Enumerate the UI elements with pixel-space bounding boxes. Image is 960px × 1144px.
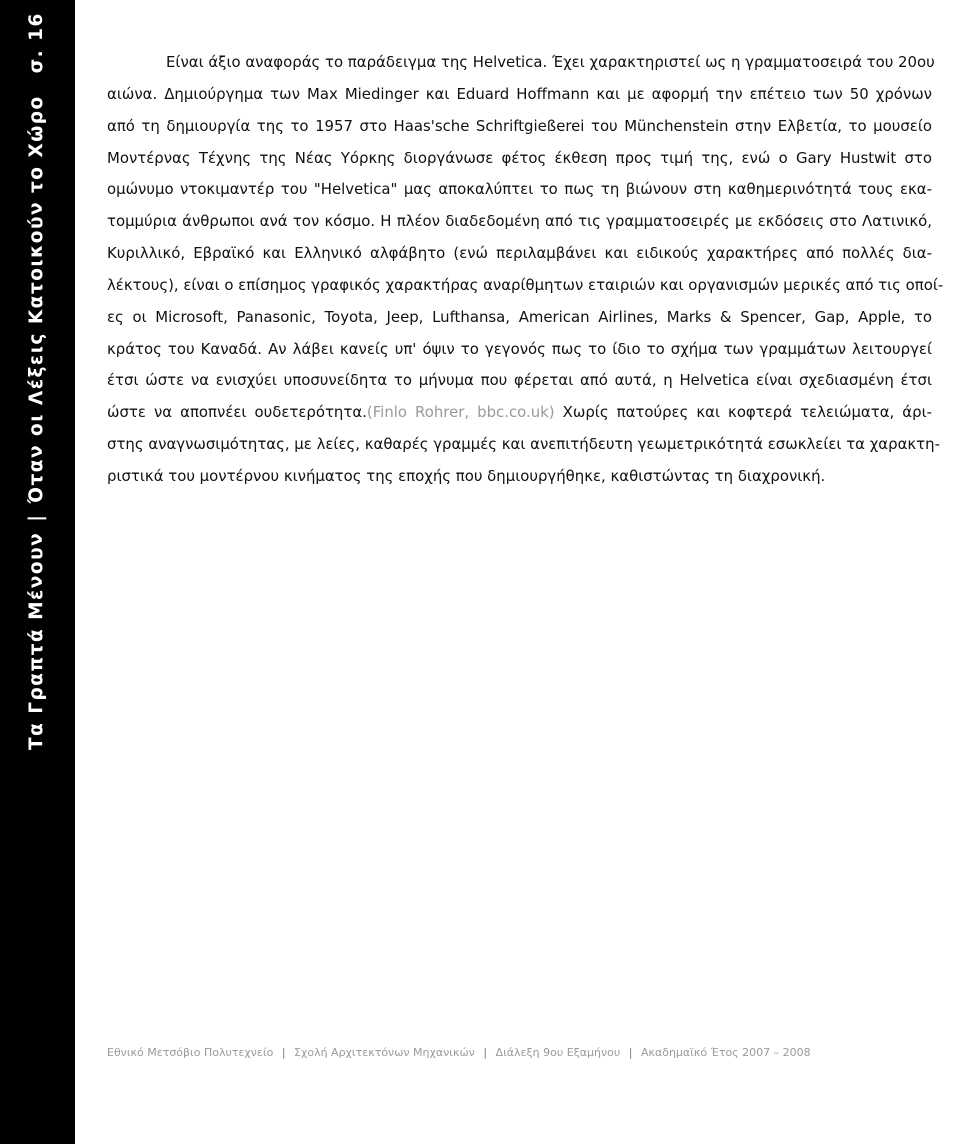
text-line: αιώνα. Δημιούργημα των Max Miedinger και Eduard Hoffmann και με αφορμή την επέτειο των 50 χρόνων [107, 84, 932, 103]
text-line: ομώνυμο ντοκιμαντέρ του "Helvetica" μας αποκαλύπτει το πως τη βιώνουν στη καθημερινότητά τους εκα- [107, 180, 932, 199]
text-line: τομμύρια άνθρωποι ανά τον κόσμο. Η πλέον διαδεδομένη από τις γραμματοσειρές με εκδόσεις στο Λατινικό, [107, 212, 932, 231]
side-title-main: Τα Γραπτά Μένουν [26, 531, 47, 750]
text-line: ες οι Microsoft, Panasonic, Toyota, Jeep, Lufthansa, American Airlines, Marks & Spencer, Gap, Apple, το [107, 307, 932, 326]
side-title-band [0, 0, 75, 1144]
page-number: σ. 16 [26, 12, 47, 74]
side-title [23, 12, 51, 750]
text-line: κράτος του Καναδά. Αν λάβει κανείς υπ' όψιν το γεγονός πως το ίδιο το σχήμα των γραμμάτων λειτουργεί [107, 339, 932, 358]
text-line: Είναι άξιο αναφοράς το παράδειγμα της Helvetica. Έχει χαρακτηριστεί ως η γραμματοσειρά του 20ου [166, 53, 935, 71]
text-line: από τη δημιουργία της το 1957 στο Haas'sche Schriftgießerei του Münchenstein στην Ελβετία, το μουσείο [107, 116, 932, 135]
text-line-with-citation [107, 397, 932, 429]
footer-separator: | [483, 1046, 488, 1059]
citation: (Finlo Rohrer, bbc.co.uk) [366, 403, 555, 422]
text-line: ριστικά του μοντέρνου κινήματος της εποχής που δημιουργήθηκε, καθιστώντας τη διαχρονική. [107, 466, 826, 485]
footer-separator: | [281, 1046, 286, 1059]
text-line: Κυριλλικό, Εβραϊκό και Ελληνικό αλφάβητο (ενώ περιλαμβάνει και ειδικούς χαρακτήρες από πολλές δια- [107, 244, 932, 263]
page-footer [107, 1046, 811, 1059]
text-line: Μοντέρνας Τέχνης της Νέας Υόρκης διοργάνωσε φέτος έκθεση προς τιμή της, ενώ ο Gary Hustwit στο [107, 148, 932, 167]
footer-academic-year: Ακαδημαϊκό Έτος 2007 – 2008 [640, 1046, 811, 1059]
citation-line-suffix: Χωρίς πατούρες και κοφτερά τελειώματα, άρι- [554, 403, 932, 422]
footer-lecture: Διάλεξη 9ου Εξαμήνου [495, 1046, 621, 1059]
footer-university: Εθνικό Μετσόβιο Πολυτεχνείο [107, 1046, 274, 1059]
text-line: έτσι ώστε να ενισχύει υποσυνείδητα το μήνυμα που φέρεται από αυτά, η Helvetica είναι σχεδιασμένη έτσι [107, 371, 932, 390]
side-title-separator: | [26, 513, 47, 522]
footer-separator: | [628, 1046, 633, 1059]
body-paragraph [107, 47, 944, 493]
citation-line-prefix: ώστε να αποπνέει ουδετερότητα. [107, 403, 367, 422]
footer-school: Σχολή Αρχιτεκτόνων Μηχανικών [294, 1046, 475, 1059]
text-line: στης αναγνωσιμότητας, με λείες, καθαρές γραμμές και ανεπιτήδευτη γεωμετρικότητά εσωκλείει τα χαρακτη- [107, 435, 940, 454]
side-title-sub: Όταν οι Λέξεις Κατοικούν το Χώρο [26, 95, 47, 504]
text-line: λέκτους), είναι ο επίσημος γραφικός χαρακτήρας αναρίθμητων εταιριών και οργανισμών μερικές από τις οποί- [107, 275, 944, 294]
